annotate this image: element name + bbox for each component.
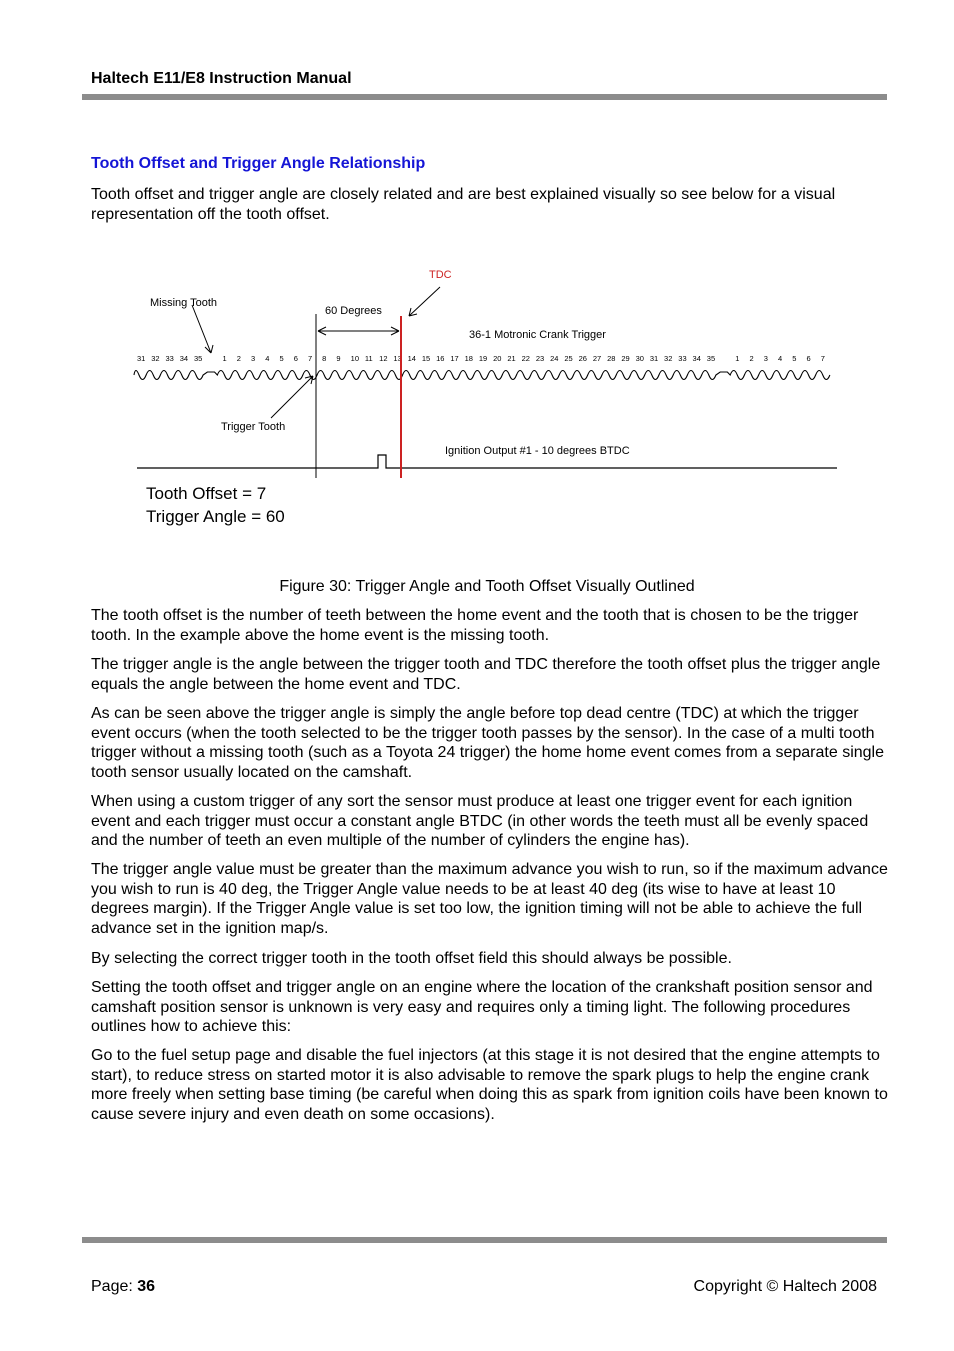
tooth-number: 17 — [450, 354, 459, 363]
footer-divider — [82, 1237, 887, 1243]
tooth-number: 4 — [778, 354, 783, 363]
tooth-number: 3 — [250, 354, 256, 363]
tooth-number: 10 — [350, 354, 360, 363]
header-divider — [82, 94, 887, 100]
figure-caption: Figure 30: Trigger Angle and Tooth Offset Visually Outlined — [279, 578, 695, 595]
footer-page-number — [91, 1278, 155, 1296]
ignition-output-label: Ignition Output #1 - 10 degrees BTDC — [445, 445, 630, 457]
paragraph-btdc: As can be seen above the trigger angle is simply the angle before top dead centre (TDC) at which the trigger event occurs (when the tooth selected to be the trigger tooth passes by the sensor). In the case of a multi tooth trigger without a missing tooth (such as a Toyota 24 trigger) the home home event comes from a separate single tooth sensor usually located on the camshaft. — [91, 705, 884, 782]
trigger-diagram-svg — [125, 262, 845, 532]
missing-tooth-label: Missing Tooth — [150, 297, 218, 309]
paragraph-trigger-tooth: By selecting the correct trigger tooth in the tooth offset field this should always be possible. — [91, 950, 732, 967]
tooth-number: 5 — [792, 354, 797, 363]
tooth-number: 23 — [535, 354, 545, 363]
tooth-number: 5 — [279, 354, 284, 363]
crank-trigger-label: 36-1 Motronic Crank Trigger — [469, 329, 606, 341]
document-header-title: Haltech E11/E8 Instruction Manual — [91, 70, 352, 87]
tooth-number: 22 — [521, 354, 530, 363]
trigger-diagram — [125, 262, 845, 532]
tooth-number: 34 — [692, 354, 701, 363]
tooth-number: 35 — [706, 354, 716, 363]
tooth-number-row — [137, 354, 825, 363]
trigger-angle-label: Trigger Angle = 60 — [146, 507, 285, 526]
tooth-number: 12 — [379, 354, 388, 363]
tooth-number: 19 — [478, 354, 488, 363]
tdc-label: TDC — [429, 269, 452, 281]
tooth-number: 7 — [820, 354, 825, 363]
tooth-number: 33 — [165, 354, 174, 363]
tooth-number: 8 — [322, 354, 327, 363]
tooth-number: 15 — [421, 354, 431, 363]
tooth-number: 1 — [735, 354, 740, 363]
tooth-number: 32 — [151, 354, 160, 363]
tooth-number: 16 — [436, 354, 445, 363]
page-label: Page: — [91, 1278, 138, 1295]
tooth-number: 4 — [265, 354, 270, 363]
tooth-number: 9 — [336, 354, 341, 363]
tooth-number: 14 — [407, 354, 416, 363]
missing-tooth-leader-arrow — [192, 305, 213, 353]
tooth-number: 13 — [393, 354, 402, 363]
tooth-number: 33 — [678, 354, 687, 363]
crank-signal-waveform — [134, 371, 830, 380]
trigger-tooth-leader-arrow — [271, 376, 313, 418]
tooth-number: 2 — [236, 354, 241, 363]
paragraph-trigger-angle: The trigger angle is the angle between the trigger tooth and TDC therefore the tooth offset plus the trigger angle equals the angle between the home event and TDC. — [91, 656, 881, 693]
tooth-number: 24 — [550, 354, 559, 363]
intro-paragraph: Tooth offset and trigger angle are closely related and are best explained visually so see below for a visual representation off the tooth offset. — [91, 186, 836, 223]
paragraph-timing-light: Setting the tooth offset and trigger angle on an engine where the location of the crankshaft position sensor and camshaft position sensor is unknown is very easy and requires only a timing light. The following procedures outlines how to achieve this: — [91, 979, 873, 1036]
paragraph-tooth-offset: The tooth offset is the number of teeth between the home event and the tooth that is chosen to be the trigger tooth. In the example above the home event is the missing tooth. — [91, 607, 859, 644]
tooth-number: 25 — [564, 354, 573, 363]
tooth-number: 27 — [592, 354, 602, 363]
tooth-offset-label: Tooth Offset = 7 — [146, 484, 267, 503]
tooth-number: 30 — [635, 354, 644, 363]
sixty-degrees-label: 60 Degrees — [325, 305, 382, 317]
tooth-number: 20 — [493, 354, 502, 363]
tooth-number: 6 — [293, 354, 298, 363]
footer-copyright: Copyright © Haltech 2008 — [693, 1278, 877, 1295]
tooth-number: 3 — [763, 354, 768, 363]
tooth-number: 1 — [222, 354, 227, 363]
paragraph-fuel-setup: Go to the fuel setup page and disable the fuel injectors (at this stage it is not desired that the engine attempts to start), to reduce stress on started motor it is also advisable to remove the spark plugs to help the engine crank more freely when setting base timing (be careful when doing this as spark from ignition coils have been known to cause severe injury and even death on some occasions). — [91, 1047, 888, 1124]
tooth-number: 6 — [806, 354, 811, 363]
tooth-number: 28 — [607, 354, 616, 363]
trigger-tooth-label: Trigger Tooth — [221, 421, 286, 433]
tooth-number: 31 — [137, 354, 146, 363]
paragraph-max-advance: The trigger angle value must be greater than the maximum advance you wish to run, so if the maximum advance you wish to run is 40 deg, the Trigger Angle value needs to be at least 40 deg (its wise to have at least 10 degrees margin). If the Trigger Angle value is set too low, the ignition timing will not be able to achieve the full advance set in the ignition map/s. — [91, 861, 888, 938]
page-number: 36 — [137, 1278, 156, 1295]
tooth-number: 21 — [507, 354, 516, 363]
tdc-leader-arrow — [409, 287, 440, 316]
tooth-number: 11 — [364, 354, 373, 363]
paragraph-custom-trigger: When using a custom trigger of any sort the sensor must produce at least one trigger event for each ignition event and each trigger must occur a constant angle BTDC (in other words the teeth must all be evenly spaced and the number of teeth an even multiple of the number of cylinders the engine has). — [91, 793, 869, 850]
tooth-number: 32 — [664, 354, 673, 363]
tooth-number: 34 — [179, 354, 189, 363]
tooth-number: 31 — [649, 354, 659, 363]
tooth-number: 26 — [578, 354, 587, 363]
tooth-number: 29 — [621, 354, 630, 363]
tooth-number: 7 — [307, 354, 313, 363]
tooth-number: 35 — [193, 354, 203, 363]
tooth-number: 2 — [749, 354, 754, 363]
tooth-number: 18 — [464, 354, 473, 363]
section-heading: Tooth Offset and Trigger Angle Relationship — [91, 155, 426, 172]
